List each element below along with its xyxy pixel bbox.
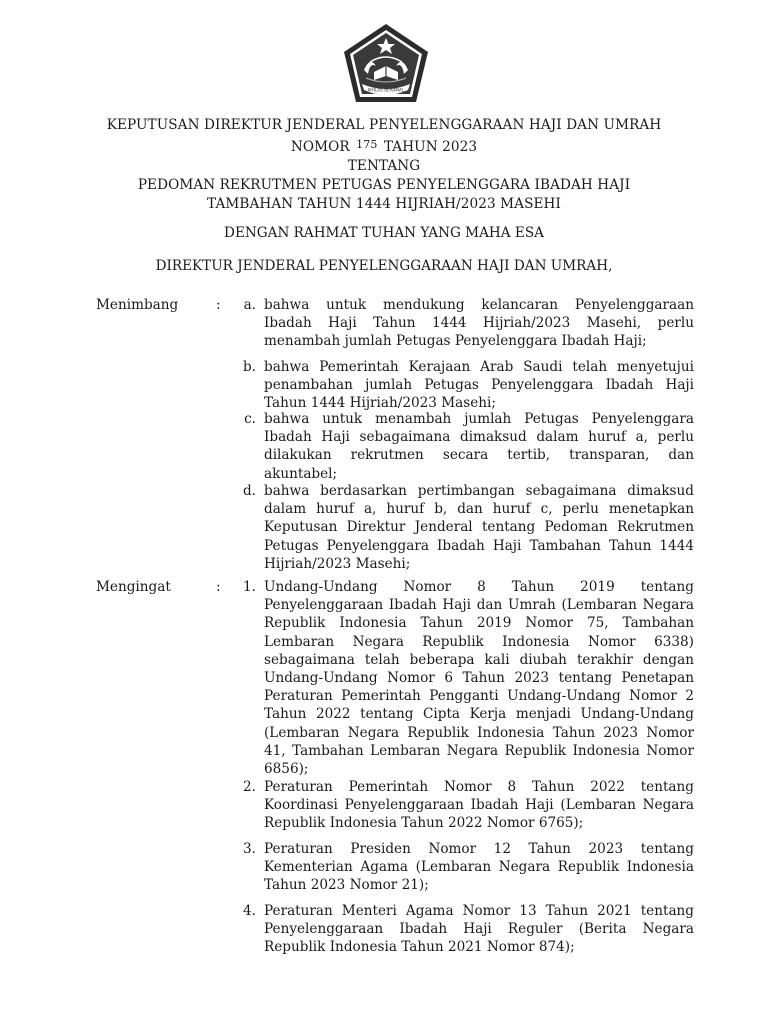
item-marker: 1.: [243, 579, 256, 595]
item-text: bahwa Pemerintah Kerajaan Arab Saudi telah menyetujui penambahan jumlah Petugas Penyelenggara Ibadah Haji Tahun 1444 Hijriah/2023 Masehi;: [264, 359, 694, 412]
header-line1: KEPUTUSAN DIREKTUR JENDERAL PENYELENGGARAAN HAJI DAN UMRAH: [106, 117, 662, 133]
item-marker: d.: [242, 483, 256, 499]
item-marker: 2.: [243, 779, 256, 795]
header-title2: TAMBAHAN TAHUN 1444 HIJRIAH/2023 MASEHI: [207, 196, 561, 212]
item-text: Undang-Undang Nomor 8 Tahun 2019 tentang Penyelenggaraan Ibadah Haji dan Umrah (Lembaran Negara Republik Indonesia Tahun 2019 Nomor 75, Tambahan Lembaran Negara Republik Indonesia Nomor 6338) sebagaimana telah beberapa kali diubah terakhir dengan Undang-Undang Nomor 6 Tahun 2023 tentang Penetapan Peraturan Pemerintah Pengganti Undang-Undang Nomor 2 Tahun 2022 tentang Cipta Kerja menjadi Undang-Undang (Lembaran Negara Republik Indonesia Tahun 2023 Nomor 41, Tambahan Lembaran Negara Republik Indonesia Nomor 6856);: [264, 579, 694, 778]
document-header: [0, 116, 768, 214]
dirjen-line: DIREKTUR JENDERAL PENYELENGGARAAN HAJI DAN UMRAH,: [155, 258, 613, 274]
tahun-label: TAHUN 2023: [383, 139, 478, 155]
header-title1: PEDOMAN REKRUTMEN PETUGAS PENYELENGGARA IBADAH HAJI: [137, 177, 631, 193]
rahmat-line: DENGAN RAHMAT TUHAN YANG MAHA ESA: [224, 225, 544, 241]
nomor-value: 175: [356, 138, 378, 151]
emblem-ribbon-text: IKHLAS BERAMAL: [367, 87, 405, 93]
item-text: Peraturan Pemerintah Nomor 8 Tahun 2022 tentang Koordinasi Penyelenggaraan Ibadah Haji (Lembaran Negara Republik Indonesia Tahun 2022 Nomor 6765);: [264, 779, 694, 832]
header-nomor-line: [0, 135, 768, 157]
nomor-label: NOMOR: [290, 139, 350, 155]
item-marker: 4.: [243, 903, 256, 919]
menimbang-colon: :: [216, 297, 221, 313]
header-tentang: TENTANG: [347, 158, 421, 174]
item-text: Peraturan Menteri Agama Nomor 13 Tahun 2021 tentang Penyelenggaraan Ibadah Haji Reguler (Berita Negara Republik Indonesia Tahun 2021 Nomor 874);: [264, 903, 694, 956]
item-text: bahwa berdasarkan pertimbangan sebagaimana dimaksud dalam huruf a, huruf b, dan huruf c, perlu menetapkan Keputusan Direktur Jenderal tentang Pedoman Rekrutmen Petugas Penyelenggara Ibadah Haji Tambahan Tahun 1444 Hijriah/2023 Masehi;: [264, 483, 694, 572]
mengingat-colon: :: [216, 579, 221, 595]
item-marker: a.: [243, 297, 256, 313]
item-text: bahwa untuk mendukung kelancaran Penyelenggaraan Ibadah Haji Tahun 1444 Hijriah/2023 Masehi, perlu menambah jumlah Petugas Penyelenggara Ibadah Haji;: [264, 297, 694, 350]
item-marker: b.: [242, 359, 256, 375]
kemenag-emblem-icon: [340, 22, 432, 106]
menimbang-label: Menimbang: [96, 297, 179, 313]
mengingat-label: Mengingat: [96, 579, 171, 595]
item-text: Peraturan Presiden Nomor 12 Tahun 2023 tentang Kementerian Agama (Lembaran Negara Republik Indonesia Tahun 2023 Nomor 21);: [264, 841, 694, 894]
item-marker: 3.: [243, 841, 256, 857]
item-marker: c.: [244, 411, 256, 427]
item-text: bahwa untuk menambah jumlah Petugas Penyelenggara Ibadah Haji sebagaimana dimaksud dalam huruf a, perlu dilakukan rekrutmen secara tertib, transparan, dan akuntabel;: [264, 411, 694, 482]
